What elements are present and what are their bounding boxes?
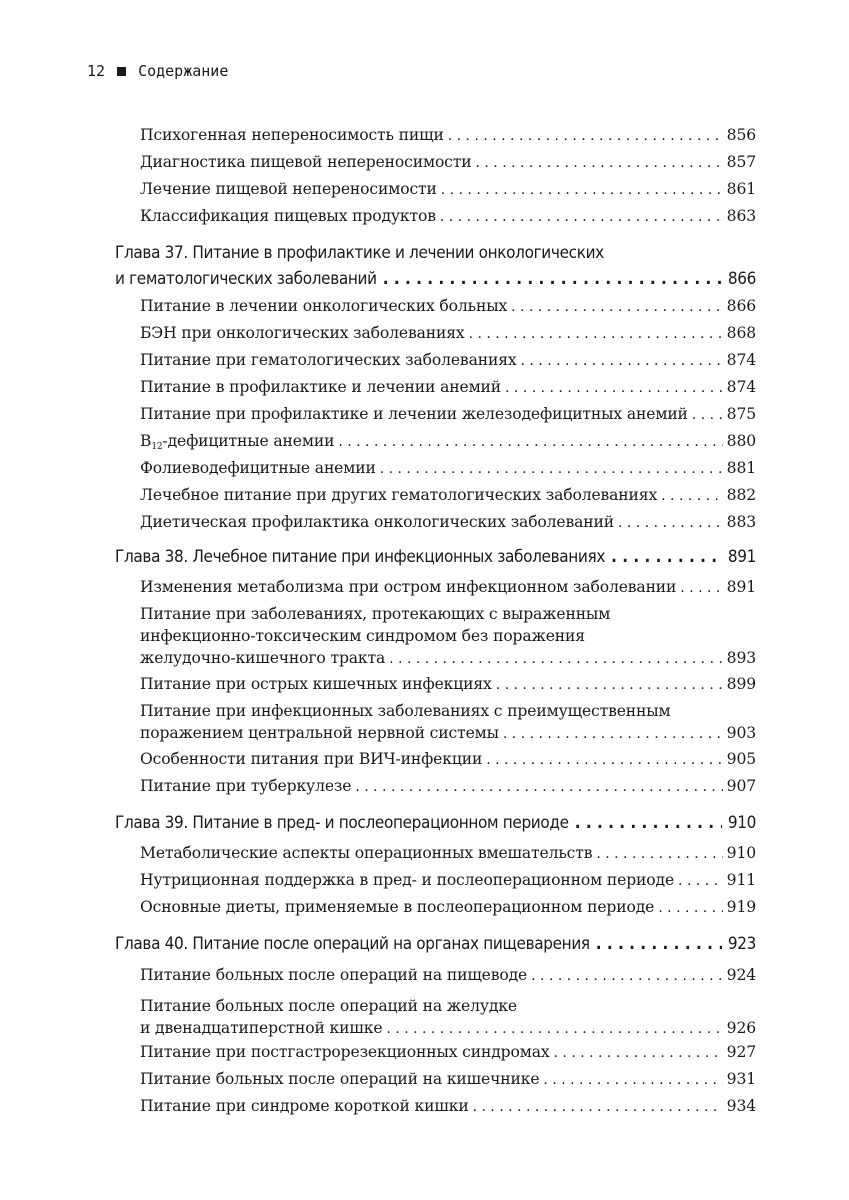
entry-title-line: Диетическая профилактика онкологических заболеваний <box>140 513 615 531</box>
page-ref: 880 <box>726 432 756 450</box>
dot-leader <box>383 267 722 291</box>
page-ref: 863 <box>726 207 756 225</box>
page-ref: 934 <box>726 1097 756 1115</box>
dot-leader <box>389 648 723 670</box>
dot-leader <box>531 965 723 987</box>
dot-leader <box>596 932 722 956</box>
chapter-title-line: и гематологических заболеваний <box>115 269 377 289</box>
dot-leader <box>380 458 723 480</box>
page-ref: 868 <box>726 324 756 342</box>
entry-title-line: Питание при острых кишечных инфекциях <box>140 675 492 693</box>
page-ref: 924 <box>726 966 756 984</box>
entry-title-line: Классификация пищевых продуктов <box>140 207 436 225</box>
toc-entry[interactable] <box>140 205 756 227</box>
page-ref: 903 <box>726 724 756 742</box>
page-ref: 893 <box>726 649 756 667</box>
dot-leader <box>355 776 722 798</box>
toc-entry[interactable] <box>140 869 756 891</box>
square-bullet-icon <box>117 67 126 76</box>
page-ref: 927 <box>726 1043 756 1061</box>
dot-leader <box>692 404 723 426</box>
entry-title-line: Питание при инфекционных заболеваниях с преимущественным <box>140 702 671 720</box>
dot-leader <box>505 377 723 399</box>
page-ref: 856 <box>726 126 756 144</box>
page-ref: 899 <box>726 675 756 693</box>
entry-title-line: БЭН при онкологических заболеваниях <box>140 324 465 342</box>
entry-title-line: Питание в лечении онкологических больных <box>140 297 508 315</box>
section-title: Содержание <box>138 62 229 80</box>
page-ref: 931 <box>726 1070 756 1088</box>
dot-leader <box>473 1096 723 1118</box>
toc-entry[interactable] <box>140 673 756 695</box>
toc-entry[interactable] <box>140 376 756 398</box>
entry-title-line: Питание при гематологических заболеваниях <box>140 351 517 369</box>
page-ref: 883 <box>726 513 756 531</box>
entry-title-line: инфекционно-токсическим синдромом без поражения <box>140 627 585 645</box>
entry-title-line: Изменения метаболизма при остром инфекционном заболевании <box>140 578 677 596</box>
dot-leader <box>486 749 722 771</box>
entry-title-line: Психогенная непереносимость пищи <box>140 126 444 144</box>
page-ref: 866 <box>726 297 756 315</box>
dot-leader <box>476 152 723 174</box>
toc-entry[interactable] <box>140 576 756 598</box>
page-ref: 881 <box>726 459 756 477</box>
dot-leader <box>554 1042 723 1064</box>
page-ref: 891 <box>727 547 756 567</box>
entry-title-line: Питание при туберкулезе <box>140 777 352 795</box>
dot-leader <box>611 545 722 569</box>
entry-title-line: Питание при синдроме короткой кишки <box>140 1097 469 1115</box>
page-ref: 923 <box>727 934 756 954</box>
page-ref: 905 <box>726 750 756 768</box>
dot-leader <box>661 485 723 507</box>
toc-entry[interactable] <box>140 1095 756 1117</box>
page-ref: 874 <box>726 351 756 369</box>
toc-entry[interactable] <box>140 484 756 506</box>
entry-title-line: Питание больных после операций на желудке <box>140 997 518 1015</box>
toc-entry[interactable] <box>140 322 756 344</box>
toc-entry[interactable] <box>140 775 756 797</box>
dot-leader <box>511 296 723 318</box>
entry-title-line: Метаболические аспекты операционных вмешательств <box>140 844 593 862</box>
toc-chapter[interactable] <box>115 545 756 571</box>
toc-entry[interactable] <box>140 295 756 317</box>
entry-title-line: Особенности питания при ВИЧ-инфекции <box>140 750 483 768</box>
dot-leader <box>575 811 722 835</box>
toc-entry[interactable] <box>140 964 756 986</box>
entry-title-line: $B_{12}$-дефицитные анемии <box>140 432 335 452</box>
dot-leader <box>338 431 722 453</box>
toc-entry[interactable] <box>140 124 756 146</box>
dot-leader <box>503 723 723 745</box>
page-ref: 907 <box>726 777 756 795</box>
toc-entry[interactable] <box>140 1041 756 1063</box>
entry-title-line: Основные диеты, применяемые в послеоперационном периоде <box>140 898 655 916</box>
page-ref: 911 <box>726 871 756 889</box>
dot-leader <box>440 206 723 228</box>
chapter-title-line: Глава 39. Питание в пред- и послеоперационном периоде <box>115 813 569 833</box>
page-ref: 875 <box>726 405 756 423</box>
page-ref: 910 <box>726 844 756 862</box>
entry-title-line: Питание при профилактике и лечении железодефицитных анемий <box>140 405 688 423</box>
toc-entry[interactable] <box>140 1068 756 1090</box>
chapter-title-line: Глава 38. Лечебное питание при инфекционных заболеваниях <box>115 547 606 567</box>
toc-entry[interactable] <box>140 511 756 533</box>
dot-leader <box>496 674 723 696</box>
dot-leader <box>386 1018 722 1040</box>
toc-entry[interactable] <box>140 700 756 744</box>
entry-title-line: Питание при постгастрорезекционных синдромах <box>140 1043 550 1061</box>
entry-title-line: Лечение пищевой непереносимости <box>140 180 437 198</box>
dot-leader <box>441 179 723 201</box>
dot-leader <box>678 870 723 892</box>
dot-leader <box>618 512 723 534</box>
toc-chapter[interactable] <box>115 241 756 293</box>
toc-entry[interactable] <box>140 995 756 1039</box>
page-ref: 882 <box>726 486 756 504</box>
toc-entry[interactable] <box>140 842 756 864</box>
running-head <box>87 62 228 80</box>
dot-leader <box>448 125 723 147</box>
page-ref: 919 <box>726 898 756 916</box>
entry-title-line: Фолиеводефицитные анемии <box>140 459 376 477</box>
toc-chapter[interactable] <box>115 811 756 837</box>
toc-entry[interactable] <box>140 457 756 479</box>
chapter-title-line: Глава 40. Питание после операций на органах пищеварения <box>115 934 590 954</box>
toc-entry[interactable] <box>140 151 756 173</box>
dot-leader <box>680 577 722 599</box>
entry-title-line: Питание при заболеваниях, протекающих с выраженным <box>140 605 611 623</box>
toc-entry[interactable] <box>140 403 756 425</box>
entry-title-line: поражением центральной нервной системы <box>140 724 499 742</box>
entry-title-line: Лечебное питание при других гематологических заболеваниях <box>140 486 658 504</box>
entry-title-line: желудочно-кишечного тракта <box>140 649 386 667</box>
page-ref: 874 <box>726 378 756 396</box>
dot-leader <box>469 323 723 345</box>
entry-title-line: Питание больных после операций на пищеводе <box>140 966 528 984</box>
dot-leader <box>521 350 723 372</box>
dot-leader <box>658 897 722 919</box>
page-ref: 861 <box>726 180 756 198</box>
page-ref: 910 <box>727 813 756 833</box>
entry-title-line: Нутриционная поддержка в пред- и послеоперационном периоде <box>140 871 675 889</box>
page-ref: 926 <box>726 1019 756 1037</box>
toc-chapter[interactable] <box>115 932 756 958</box>
toc-entry[interactable] <box>140 896 756 918</box>
entry-title-line: Питание больных после операций на кишечнике <box>140 1070 540 1088</box>
page-ref: 866 <box>727 269 756 289</box>
toc-entry[interactable] <box>140 748 756 770</box>
page-number: 12 <box>87 62 106 80</box>
dot-leader <box>543 1069 722 1091</box>
chapter-title-line: Глава 37. Питание в профилактике и лечении онкологических <box>115 243 604 263</box>
dot-leader <box>596 843 722 865</box>
entry-title-line: и двенадцатиперстной кишке <box>140 1019 383 1037</box>
toc-entry[interactable] <box>140 603 756 669</box>
page-ref: 857 <box>726 153 756 171</box>
page-ref: 891 <box>726 578 756 596</box>
entry-title-line: Питание в профилактике и лечении анемий <box>140 378 502 396</box>
toc-entry[interactable] <box>140 349 756 371</box>
toc-entry[interactable] <box>140 430 756 452</box>
entry-title-line: Диагностика пищевой непереносимости <box>140 153 472 171</box>
toc-entry[interactable] <box>140 178 756 200</box>
